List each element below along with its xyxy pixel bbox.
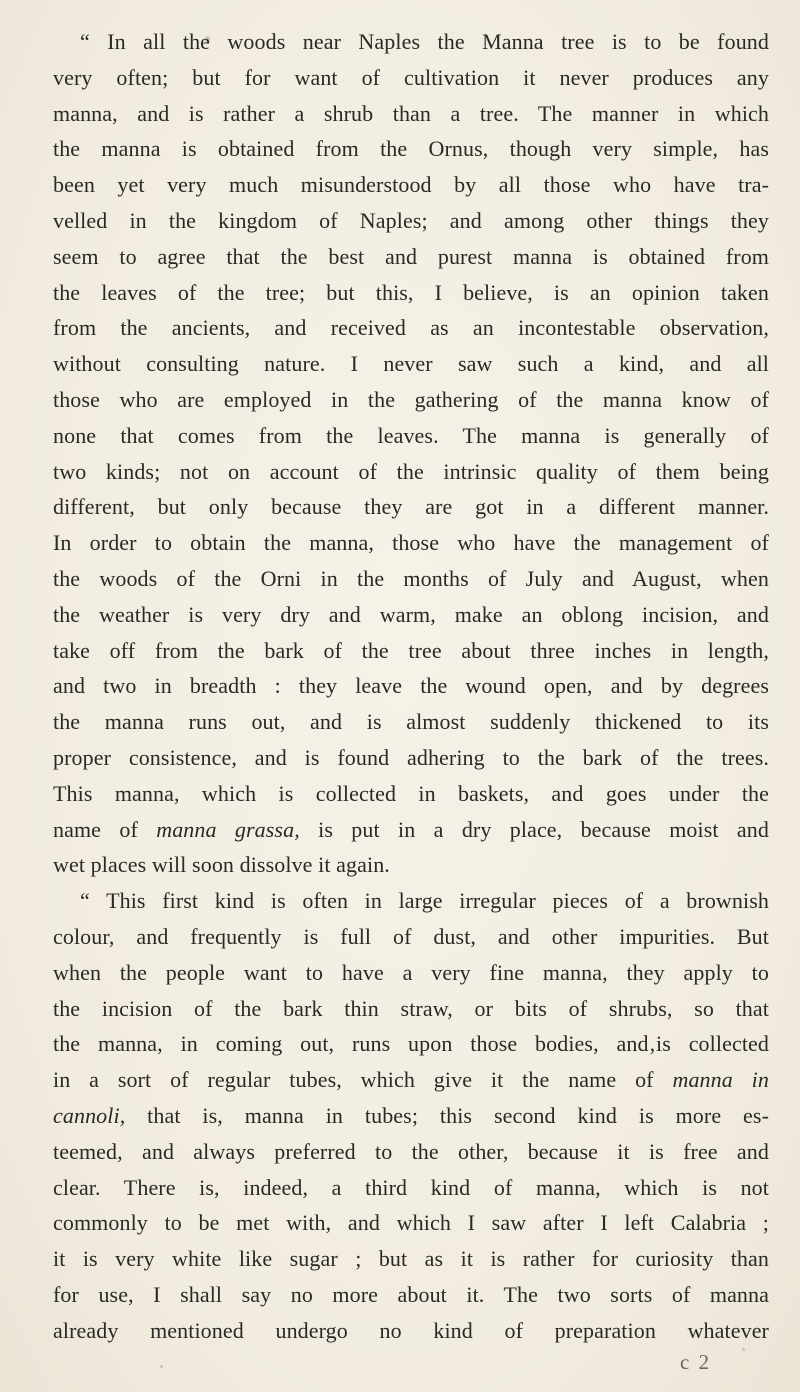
text-run: is put in a dry place, because moist and	[299, 816, 769, 842]
text-line: when the people want to have a very fine manna, they apply to	[53, 959, 769, 985]
text-line: very often; but for want of cultivation it never produces any	[53, 64, 769, 90]
text-line: the woods of the Orni in the months of July and August, when	[53, 565, 769, 591]
text-line: proper consistence, and is found adhering to the bark of the trees.	[53, 744, 769, 770]
text-line: from the ancients, and received as an incontestable observation,	[53, 315, 769, 341]
paragraph-1	[53, 24, 769, 883]
text-line: the leaves of the tree; but this, I believe, is an opinion taken	[53, 279, 769, 305]
text-line: velled in the kingdom of Naples; and among other things they	[53, 207, 769, 233]
text-line: commonly to be met with, and which I saw after I left Calabria ;	[53, 1210, 769, 1236]
signature-mark: c 2	[680, 1350, 712, 1374]
text-line: it is very white like sugar ; but as it is rather for curiosity than	[53, 1246, 769, 1272]
text-line: the manna runs out, and is almost suddenly thickened to its	[53, 709, 769, 735]
text-line: for use, I shall say no more about it. The two sorts of manna	[53, 1281, 769, 1307]
text-line: clear. There is, indeed, a third kind of manna, which is not	[53, 1174, 769, 1200]
paper-speck	[160, 1365, 163, 1368]
italic-term: manna in	[672, 1067, 769, 1093]
text-line: been yet very much misunderstood by all those who have tra-	[53, 172, 769, 198]
text-line: wet places will soon dissolve it again.	[53, 852, 390, 878]
text-line: take off from the bark of the tree about three inches in length,	[53, 637, 769, 663]
text-line: different, but only because they are got in a different manner.	[53, 494, 769, 520]
italic-term: cannoli,	[53, 1102, 126, 1128]
text-line: teemed, and always preferred to the other, because it is free and	[53, 1138, 769, 1164]
text-run: in a sort of regular tubes, which give it the name of	[53, 1067, 673, 1093]
text-line	[53, 1098, 769, 1134]
text-run: name of	[53, 816, 157, 842]
body-text	[53, 24, 769, 1348]
text-line: and two in breadth : they leave the wound open, and by degrees	[53, 673, 769, 699]
text-run: that is, manna in tubes; this second kind is more es-	[125, 1102, 769, 1128]
text-line: without consulting nature. I never saw such a kind, and all	[53, 351, 769, 377]
text-line	[53, 1062, 769, 1098]
text-line: the manna, in coming out, runs upon those bodies, and‚is collected	[53, 1031, 769, 1057]
text-line: none that comes from the leaves. The manna is generally of	[53, 422, 769, 448]
text-line: those who are employed in the gathering of the manna know of	[53, 386, 769, 412]
text-line: two kinds; not on account of the intrinsic quality of them being	[53, 458, 769, 484]
text-line: colour, and frequently is full of dust, and other impurities. But	[53, 923, 769, 949]
text-line: already mentioned undergo no kind of preparation whatever	[53, 1317, 769, 1343]
text-line: “ In all the woods near Naples the Manna tree is to be found	[80, 29, 769, 54]
text-line: the weather is very dry and warm, make an oblong incision, and	[53, 601, 769, 627]
text-line: seem to agree that the best and purest manna is obtained from	[53, 243, 769, 269]
text-line: the incision of the bark thin straw, or bits of shrubs, so that	[53, 995, 769, 1021]
text-line: manna, and is rather a shrub than a tree. The manner in which	[53, 100, 769, 126]
text-line: This manna, which is collected in baskets, and goes under the	[53, 780, 769, 806]
text-line: In order to obtain the manna, those who have the management of	[53, 530, 769, 556]
text-line: “ This first kind is often in large irregular pieces of a brownish	[80, 888, 769, 914]
italic-term: manna grassa,	[156, 816, 300, 842]
paragraph-2	[53, 883, 769, 1348]
text-line: the manna is obtained from the Ornus, though very simple, has	[53, 136, 769, 162]
text-line	[53, 812, 769, 848]
